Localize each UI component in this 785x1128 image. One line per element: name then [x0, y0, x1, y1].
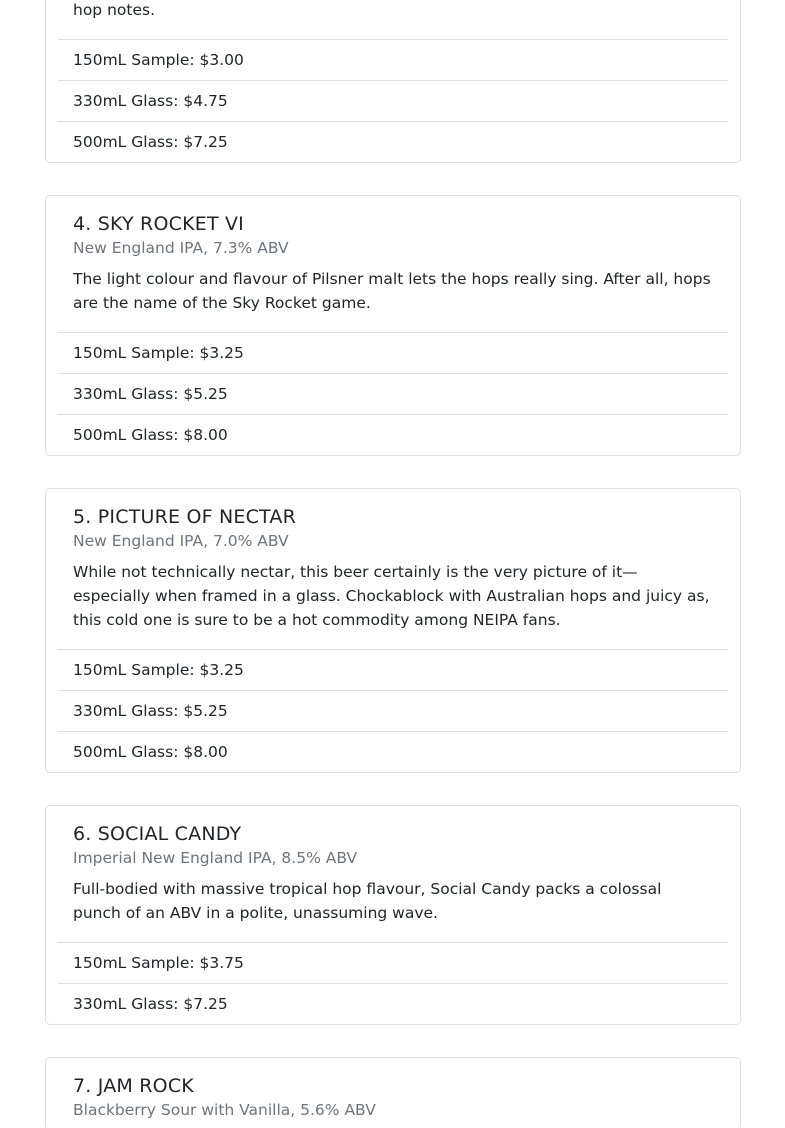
beer-style: Imperial New England IPA, 8.5% ABV	[73, 849, 358, 867]
price-item: 500mL Glass: $8.00	[58, 731, 728, 772]
beer-card	[45, 488, 741, 773]
price-item: 330mL Glass: $5.25	[58, 373, 728, 414]
beer-title: 5. PICTURE OF NECTAR	[73, 506, 296, 528]
beer-description: While not technically nectar, this beer certainly is the very picture of it—especially when framed in a glass. Chockablock with Australian hops and juicy as, this cold one is sure to be a hot commodity among NEIPA fans.	[73, 563, 710, 629]
beer-title: 7. JAM ROCK	[73, 1075, 194, 1097]
price-list	[58, 942, 728, 1024]
price-item: 330mL Glass: $7.25	[58, 983, 728, 1024]
beer-card	[45, 0, 741, 163]
price-item: 150mL Sample: $3.25	[58, 332, 728, 373]
beer-title: 4. SKY ROCKET VI	[73, 213, 244, 235]
beer-title: 6. SOCIAL CANDY	[73, 823, 242, 845]
beer-description: The light colour and flavour of Pilsner malt lets the hops really sing. After all, hops are the name of the Sky Rocket game.	[73, 270, 711, 312]
price-item: 330mL Glass: $5.25	[58, 690, 728, 731]
beer-description: Full-bodied with massive tropical hop flavour, Social Candy packs a colossal punch of an ABV in a polite, unassuming wave.	[73, 880, 662, 922]
beer-card	[45, 195, 741, 456]
beer-style: Blackberry Sour with Vanilla, 5.6% ABV	[73, 1101, 376, 1119]
price-item: 150mL Sample: $3.00	[58, 39, 728, 80]
beer-card	[45, 1057, 741, 1128]
price-item: 500mL Glass: $8.00	[58, 414, 728, 455]
price-item: 150mL Sample: $3.75	[58, 942, 728, 983]
price-item: 330mL Glass: $4.75	[58, 80, 728, 121]
price-list	[58, 39, 728, 162]
beer-style: New England IPA, 7.3% ABV	[73, 239, 289, 257]
price-item: 500mL Glass: $7.25	[58, 121, 728, 162]
beer-style: New England IPA, 7.0% ABV	[73, 532, 289, 550]
price-item: 150mL Sample: $3.25	[58, 649, 728, 690]
beer-menu	[45, 0, 741, 1128]
beer-description: hop notes.	[73, 1, 155, 19]
price-list	[58, 649, 728, 772]
price-list	[58, 332, 728, 455]
beer-card	[45, 805, 741, 1025]
